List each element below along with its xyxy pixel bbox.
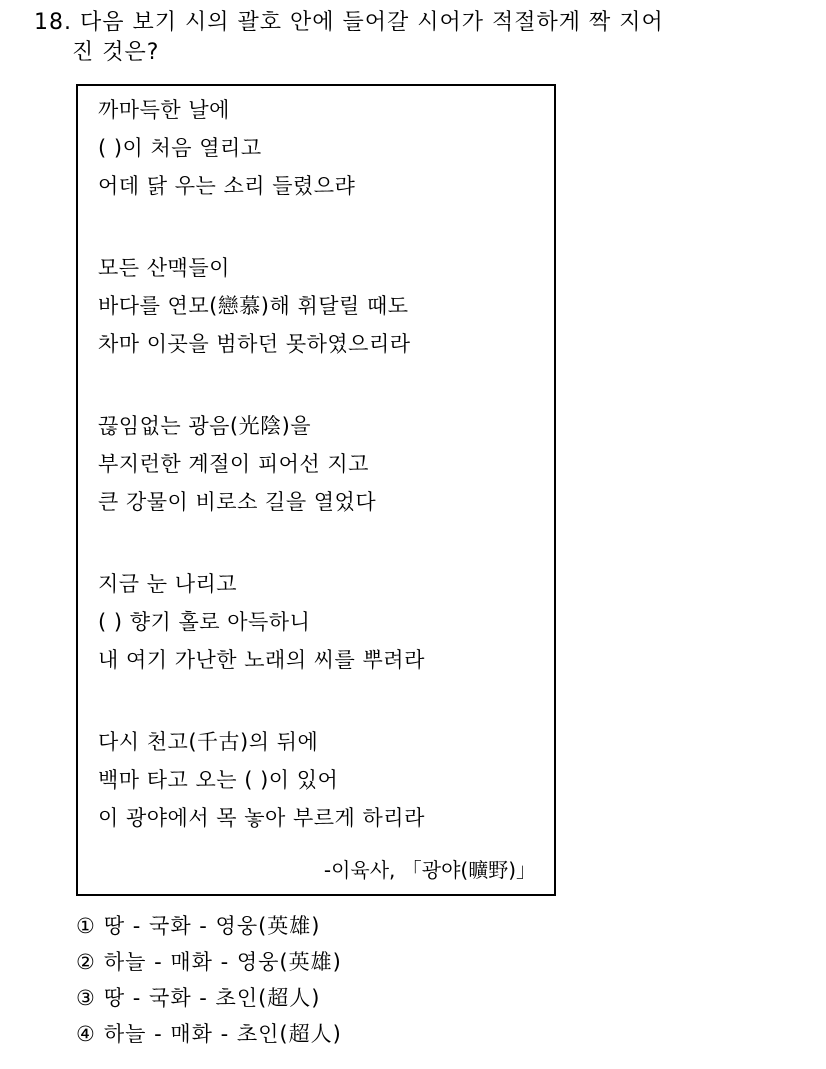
choice-text: 하늘 - 매화 - 초인(超人)	[103, 1022, 342, 1046]
answer-choice-2[interactable]	[76, 948, 342, 976]
answer-choice-4[interactable]	[76, 1020, 342, 1048]
poem-line: 부지런한 계절이 피어선 지고	[98, 452, 369, 476]
poem-line: 어데 닭 우는 소리 들렸으랴	[98, 174, 356, 198]
choice-number: ②	[76, 950, 96, 974]
choice-number: ④	[76, 1022, 96, 1046]
poem-box	[76, 84, 556, 896]
poem-line: 다시 천고(千古)의 뒤에	[98, 730, 319, 754]
poem-line: 지금 눈 나리고	[98, 572, 238, 596]
question-stem	[34, 8, 814, 68]
poem-line: ( ) 향기 홀로 아득하니	[98, 610, 311, 634]
poem-line: 차마 이곳을 범하던 못하였으리라	[98, 332, 411, 356]
poem-line: 바다를 연모(戀慕)해 휘달릴 때도	[98, 294, 409, 318]
poem-line: 백마 타고 오는 ( )이 있어	[98, 768, 339, 792]
choice-text: 땅 - 국화 - 영웅(英雄)	[103, 914, 321, 938]
choice-text: 하늘 - 매화 - 영웅(英雄)	[103, 950, 342, 974]
poem-line: 큰 강물이 비로소 길을 열었다	[98, 490, 377, 514]
choice-number: ③	[76, 986, 96, 1010]
poem-line: 까마득한 날에	[98, 98, 230, 122]
choice-text: 땅 - 국화 - 초인(超人)	[103, 986, 321, 1010]
poem-line: 모든 산맥들이	[98, 256, 230, 280]
poem-attribution: -이육사, 「광야(曠野)」	[323, 858, 536, 882]
answer-choice-3[interactable]	[76, 984, 321, 1012]
question-line-2: 진 것은?	[72, 40, 160, 65]
poem-line: 끊임없는 광음(光陰)을	[98, 414, 312, 438]
poem-line: ( )이 처음 열리고	[98, 136, 262, 160]
answer-choice-1[interactable]	[76, 912, 321, 940]
poem-line: 이 광야에서 목 놓아 부르게 하리라	[98, 806, 425, 830]
question-line-1: 18. 다음 보기 시의 괄호 안에 들어갈 시어가 적절하게 짝 지어	[34, 10, 664, 35]
choice-number: ①	[76, 914, 96, 938]
poem-line: 내 여기 가난한 노래의 씨를 뿌려라	[98, 648, 425, 672]
